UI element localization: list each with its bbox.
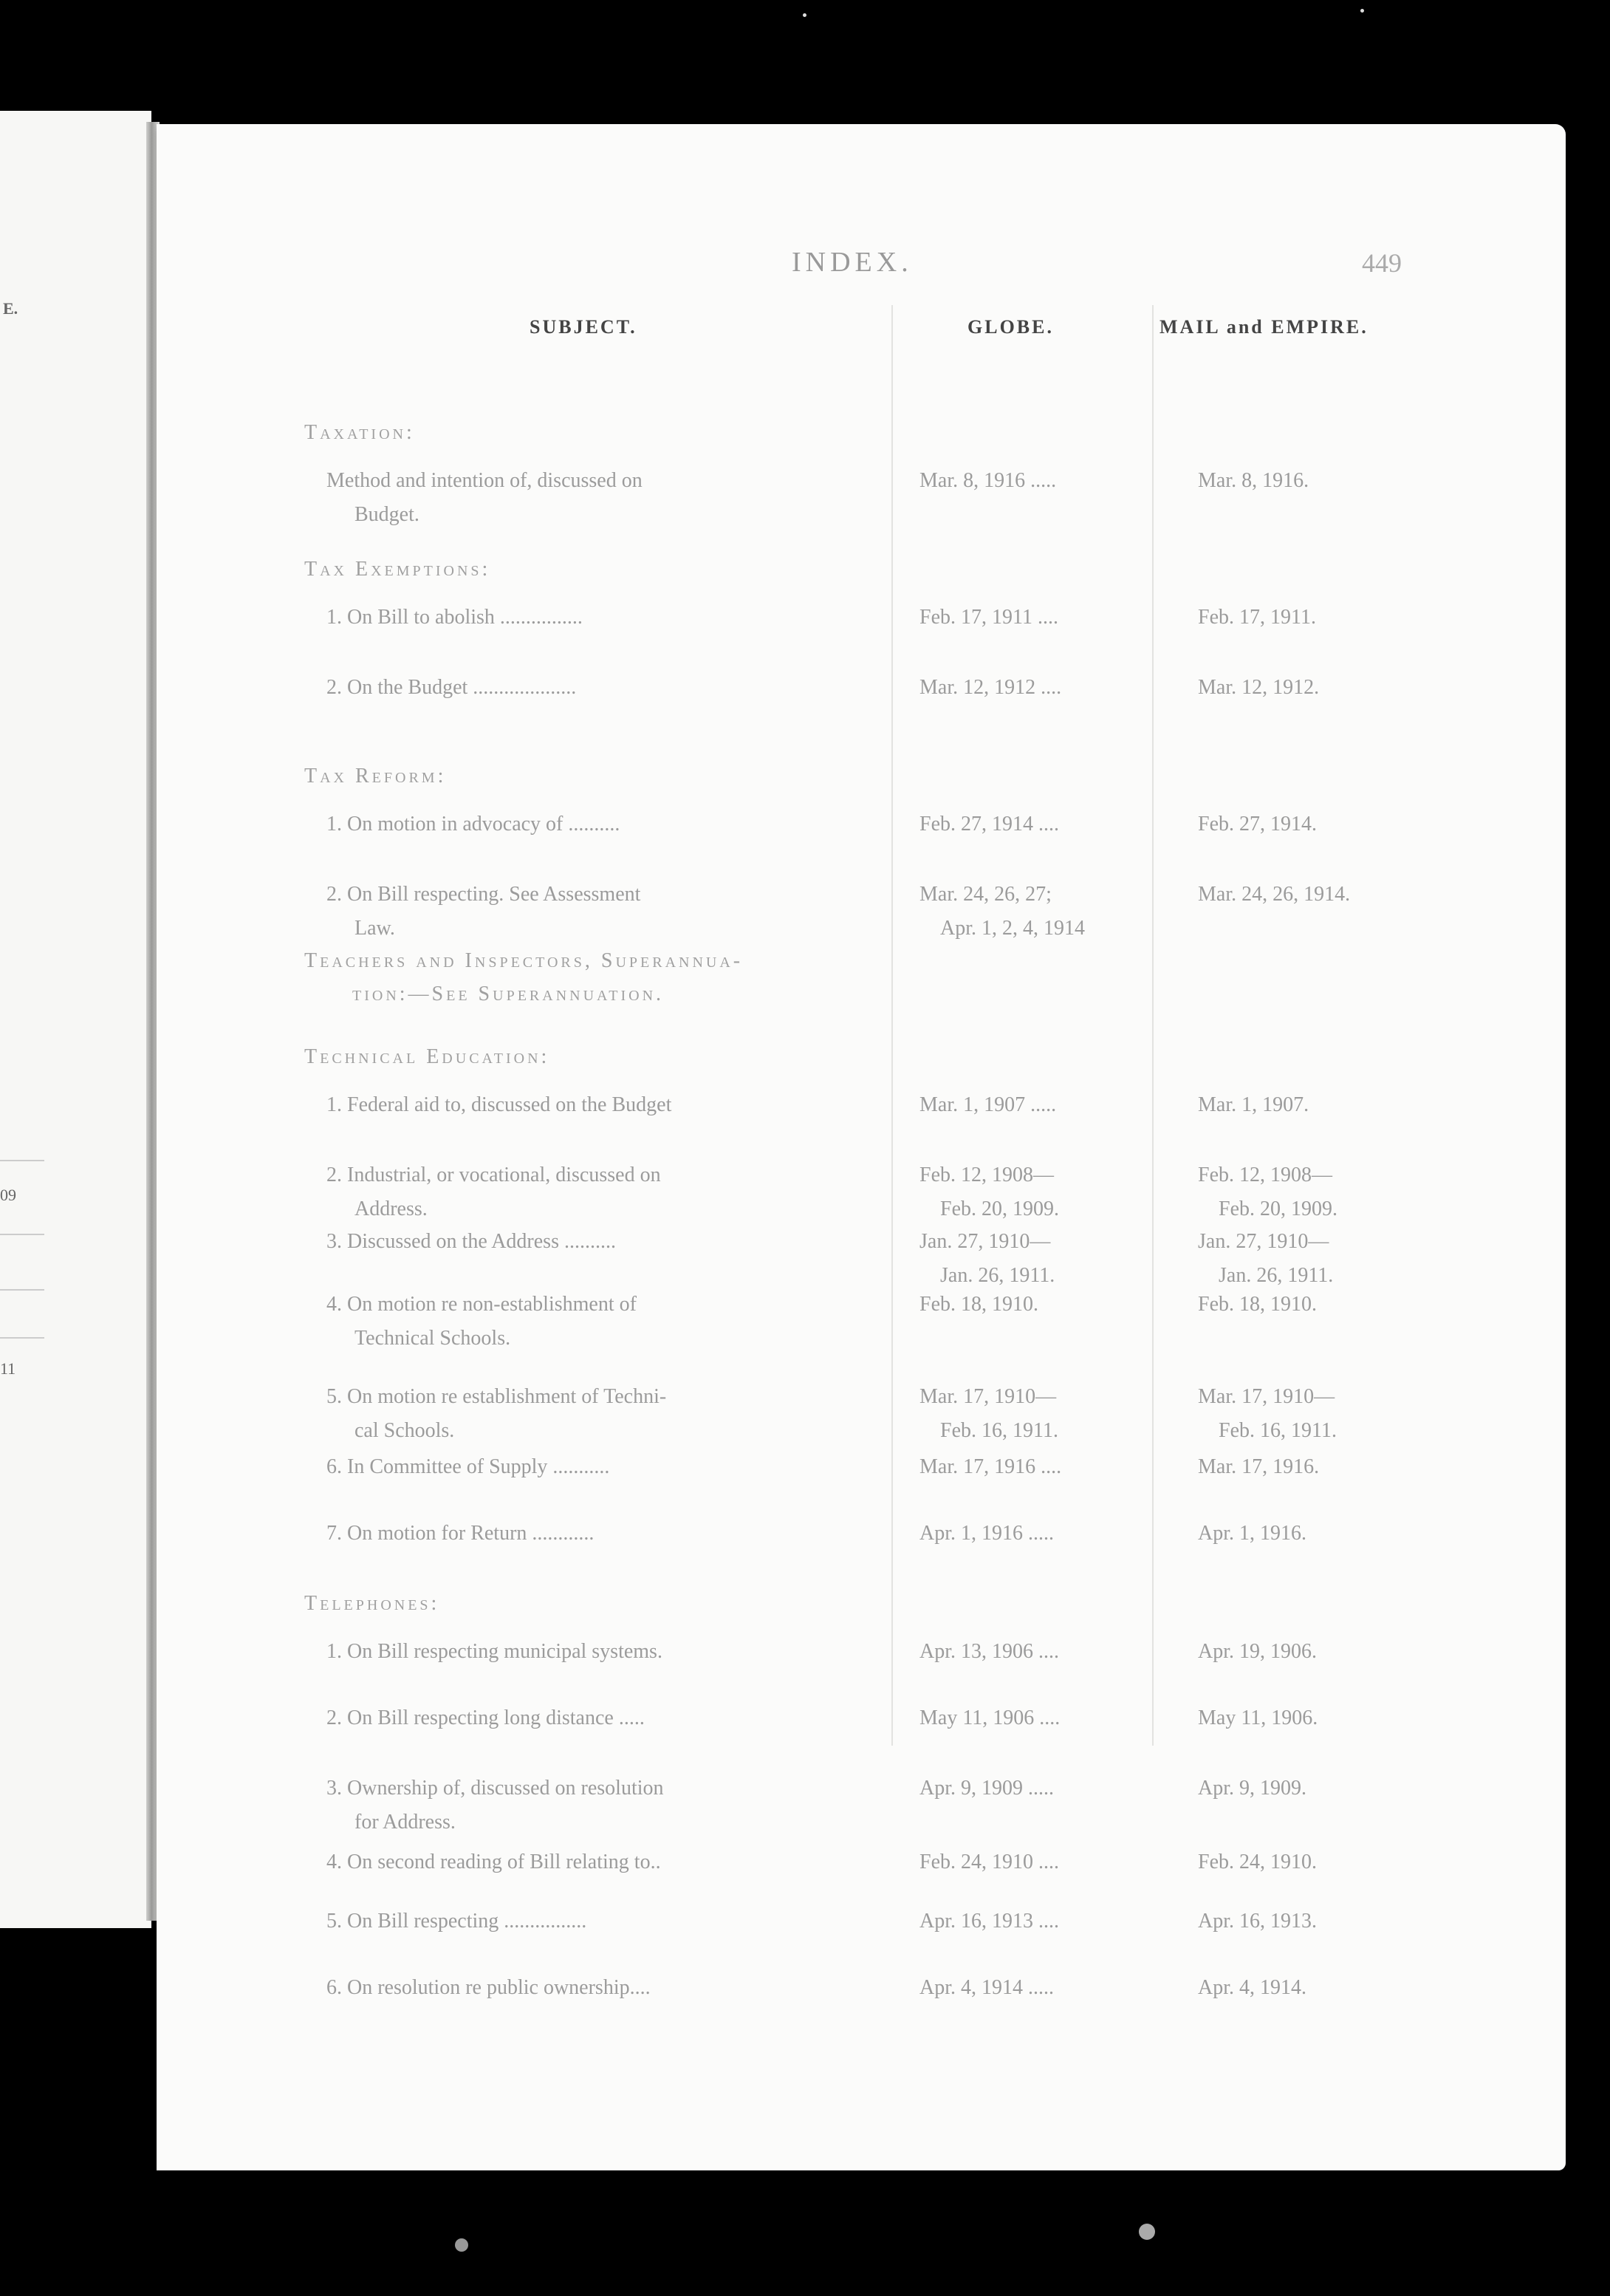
- entry-subject: [326, 601, 908, 635]
- entry-mail-date: [1198, 1088, 1493, 1122]
- column-header-globe: GLOBE.: [967, 316, 1054, 338]
- entry-mail-date: [1198, 1904, 1493, 1938]
- entry-globe-date: [919, 1845, 1193, 1879]
- section-heading: Tax Reform:: [304, 765, 447, 787]
- entry-globe-date-line: Apr. 13, 1906 ....: [919, 1640, 1059, 1663]
- entry-globe-date: [919, 1904, 1193, 1938]
- entry-subject: [326, 1701, 908, 1735]
- column-header-subject: SUBJECT.: [530, 316, 637, 338]
- entry-subject-line: 4. On second reading of Bill relating to..: [326, 1851, 661, 1873]
- entry-subject-line: 1. Federal aid to, discussed on the Budget: [326, 1093, 672, 1116]
- entry-globe-date: [919, 1771, 1193, 1805]
- entry-subject: [326, 878, 908, 946]
- entry-mail-date-line: Mar. 12, 1912.: [1198, 676, 1320, 699]
- column-header-mail: MAIL and EMPIRE.: [1159, 316, 1368, 338]
- entry-mail-date-line: Feb. 12, 1908—: [1198, 1164, 1332, 1186]
- entry-mail-date-line: May 11, 1906.: [1198, 1706, 1318, 1729]
- page-header: [157, 246, 1566, 290]
- entry-mail-date-line: Jan. 27, 1910—: [1198, 1230, 1329, 1253]
- speck: [1360, 9, 1364, 13]
- entry-mail-date-line: Feb. 27, 1914.: [1198, 813, 1317, 836]
- index-page: [157, 124, 1566, 2170]
- entry-globe-date: [919, 1450, 1193, 1484]
- entry-subject: [326, 807, 908, 841]
- divider: [0, 1337, 44, 1339]
- entry-mail-date: [1198, 1635, 1493, 1669]
- entry-globe-date: [919, 464, 1193, 498]
- entry-globe-date: [919, 1380, 1193, 1448]
- speck: [455, 2238, 468, 2252]
- entry-subject: [326, 1635, 908, 1669]
- section-heading: Telephones:: [304, 1592, 440, 1615]
- facing-page: [0, 111, 151, 1928]
- entry-mail-date-line: Feb. 16, 1911.: [1219, 1419, 1337, 1442]
- entry-mail-date-line: Feb. 24, 1910.: [1198, 1851, 1317, 1873]
- entry-mail-date-line: Mar. 17, 1916.: [1198, 1455, 1320, 1478]
- entry-globe-date-line: Feb. 18, 1910.: [919, 1293, 1038, 1316]
- entry-subject-line: 1. On Bill to abolish ................: [326, 606, 583, 629]
- entry-globe-date-line: Mar. 1, 1907 .....: [919, 1093, 1057, 1116]
- entry-globe-date-line: May 11, 1906 ....: [919, 1706, 1061, 1729]
- entry-mail-date-line: Apr. 1, 1916.: [1198, 1522, 1306, 1545]
- entry-mail-date: [1198, 878, 1493, 912]
- entry-subject: [326, 1158, 908, 1226]
- entry-globe-date-line: Feb. 24, 1910 ....: [919, 1851, 1059, 1873]
- entry-globe-date-line: Mar. 8, 1916 .....: [919, 469, 1057, 492]
- entry-subject-line: 2. Industrial, or vocational, discussed on: [326, 1164, 661, 1186]
- entry-mail-date-line: Apr. 4, 1914.: [1198, 1976, 1306, 1999]
- entry-globe-date: [919, 1158, 1193, 1226]
- entry-subject-line: 1. On Bill respecting municipal systems.: [326, 1640, 662, 1663]
- entry-subject: [326, 1771, 908, 1839]
- entry-globe-date-line: Apr. 16, 1913 ....: [919, 1910, 1059, 1933]
- entry-mail-date: [1198, 807, 1493, 841]
- entry-mail-date: [1198, 1771, 1493, 1805]
- entry-mail-date: [1198, 1845, 1493, 1879]
- entry-mail-date-line: Apr. 9, 1909.: [1198, 1777, 1306, 1800]
- entry-mail-date-line: Mar. 1, 1907.: [1198, 1093, 1309, 1116]
- entry-globe-date-line: Apr. 1, 2, 4, 1914: [940, 917, 1085, 940]
- entry-mail-date-line: Feb. 17, 1911.: [1198, 606, 1316, 629]
- entry-mail-date-line: Apr. 16, 1913.: [1198, 1910, 1317, 1933]
- entry-subject-line: 2. On the Budget ....................: [326, 676, 577, 699]
- entry-subject-line: 2. On Bill respecting long distance .....: [326, 1706, 645, 1729]
- entry-subject: [326, 1904, 908, 1938]
- entry-subject-line: 6. In Committee of Supply ...........: [326, 1455, 610, 1478]
- entry-globe-date-line: Apr. 1, 1916 .....: [919, 1522, 1054, 1545]
- facing-page-fragment: E.: [3, 299, 18, 318]
- entry-subject: [326, 1971, 908, 2005]
- entry-globe-date-line: Feb. 12, 1908—: [919, 1164, 1054, 1186]
- entry-globe-date: [919, 671, 1193, 705]
- page-number: 449: [1362, 248, 1402, 278]
- entry-subject: [326, 1088, 908, 1122]
- entry-globe-date-line: Mar. 12, 1912 ....: [919, 676, 1062, 699]
- divider: [0, 1160, 44, 1161]
- section-heading: Technical Education:: [304, 1045, 550, 1068]
- entry-subject-line: Method and intention of, discussed on: [326, 469, 643, 492]
- entry-subject: [326, 1380, 908, 1448]
- entry-subject-line: 7. On motion for Return ............: [326, 1522, 595, 1545]
- entry-globe-date: [919, 878, 1193, 946]
- entry-mail-date: [1198, 1701, 1493, 1735]
- entry-subject-line: 5. On motion re establishment of Techni-: [326, 1385, 667, 1408]
- entry-globe-date-line: Apr. 4, 1914 .....: [919, 1976, 1054, 1999]
- entry-globe-date-line: Feb. 16, 1911.: [940, 1419, 1058, 1442]
- facing-page-fragment: 11: [0, 1359, 16, 1378]
- entry-globe-date-line: Feb. 17, 1911 ....: [919, 606, 1058, 629]
- entry-subject-line: 5. On Bill respecting ................: [326, 1910, 587, 1933]
- speck: [1139, 2224, 1155, 2240]
- entry-mail-date-line: Feb. 20, 1909.: [1219, 1197, 1337, 1220]
- section-heading: Tax Exemptions:: [304, 558, 491, 581]
- section-heading: Teachers and Inspectors, Superannua-: [304, 949, 744, 972]
- page-title: INDEX.: [792, 247, 913, 278]
- entry-subject: [326, 1450, 908, 1484]
- entry-globe-date: [919, 1701, 1193, 1735]
- entry-subject: [326, 1517, 908, 1551]
- entry-globe-date-line: Mar. 24, 26, 27;: [919, 883, 1052, 906]
- entry-mail-date: [1198, 1158, 1493, 1226]
- entry-mail-date: [1198, 1971, 1493, 2005]
- entry-mail-date: [1198, 671, 1493, 705]
- entry-mail-date: [1198, 1517, 1493, 1551]
- entry-globe-date-line: Jan. 26, 1911.: [940, 1264, 1055, 1287]
- divider: [0, 1289, 44, 1291]
- speck: [803, 13, 806, 17]
- entry-globe-date: [919, 601, 1193, 635]
- entry-subject-line: 6. On resolution re public ownership....: [326, 1976, 651, 1999]
- entry-globe-date-line: Mar. 17, 1916 ....: [919, 1455, 1062, 1478]
- entry-globe-date: [919, 1088, 1193, 1122]
- entry-subject-line: Budget.: [354, 503, 419, 526]
- entry-subject: [326, 1288, 908, 1356]
- entry-globe-date: [919, 1288, 1193, 1322]
- entry-subject: [326, 671, 908, 705]
- divider: [0, 1234, 44, 1235]
- entry-subject-line: Address.: [354, 1197, 428, 1220]
- entry-subject-line: 3. Ownership of, discussed on resolution: [326, 1777, 664, 1800]
- entry-globe-date: [919, 1517, 1193, 1551]
- entry-subject-line: 3. Discussed on the Address ..........: [326, 1230, 616, 1253]
- entry-mail-date-line: Mar. 8, 1916.: [1198, 469, 1309, 492]
- entry-mail-date-line: Feb. 18, 1910.: [1198, 1293, 1317, 1316]
- entry-mail-date: [1198, 601, 1493, 635]
- entry-mail-date: [1198, 1288, 1493, 1322]
- entry-mail-date: [1198, 1450, 1493, 1484]
- entry-mail-date-line: Mar. 24, 26, 1914.: [1198, 883, 1351, 906]
- entry-subject: [326, 1225, 908, 1259]
- entry-mail-date: [1198, 1225, 1493, 1293]
- entry-globe-date: [919, 1635, 1193, 1669]
- entry-subject-line: 1. On motion in advocacy of ..........: [326, 813, 620, 836]
- entry-subject-line: for Address.: [354, 1811, 456, 1834]
- entry-subject-line: Technical Schools.: [354, 1327, 511, 1350]
- entry-globe-date-line: Jan. 27, 1910—: [919, 1230, 1051, 1253]
- entry-globe-date: [919, 1225, 1193, 1293]
- section-heading: Taxation:: [304, 421, 415, 444]
- entry-subject-line: Law.: [354, 917, 395, 940]
- entry-mail-date-line: Mar. 17, 1910—: [1198, 1385, 1335, 1408]
- entry-mail-date-line: Jan. 26, 1911.: [1219, 1264, 1334, 1287]
- entry-mail-date: [1198, 464, 1493, 498]
- entry-globe-date: [919, 807, 1193, 841]
- entry-subject-line: cal Schools.: [354, 1419, 455, 1442]
- entry-subject-line: 2. On Bill respecting. See Assessment: [326, 883, 641, 906]
- entry-globe-date: [919, 1971, 1193, 2005]
- entry-mail-date: [1198, 1380, 1493, 1448]
- section-heading-continued: tion:—See Superannuation.: [352, 983, 665, 1005]
- entry-globe-date-line: Mar. 17, 1910—: [919, 1385, 1057, 1408]
- facing-page-fragment: 09: [0, 1186, 16, 1204]
- entry-globe-date-line: Feb. 20, 1909.: [940, 1197, 1059, 1220]
- entry-globe-date-line: Apr. 9, 1909 .....: [919, 1777, 1054, 1800]
- entry-subject: [326, 1845, 908, 1879]
- entry-mail-date-line: Apr. 19, 1906.: [1198, 1640, 1317, 1663]
- entry-subject-line: 4. On motion re non-establishment of: [326, 1293, 637, 1316]
- entry-subject: [326, 464, 908, 532]
- entry-globe-date-line: Feb. 27, 1914 ....: [919, 813, 1059, 836]
